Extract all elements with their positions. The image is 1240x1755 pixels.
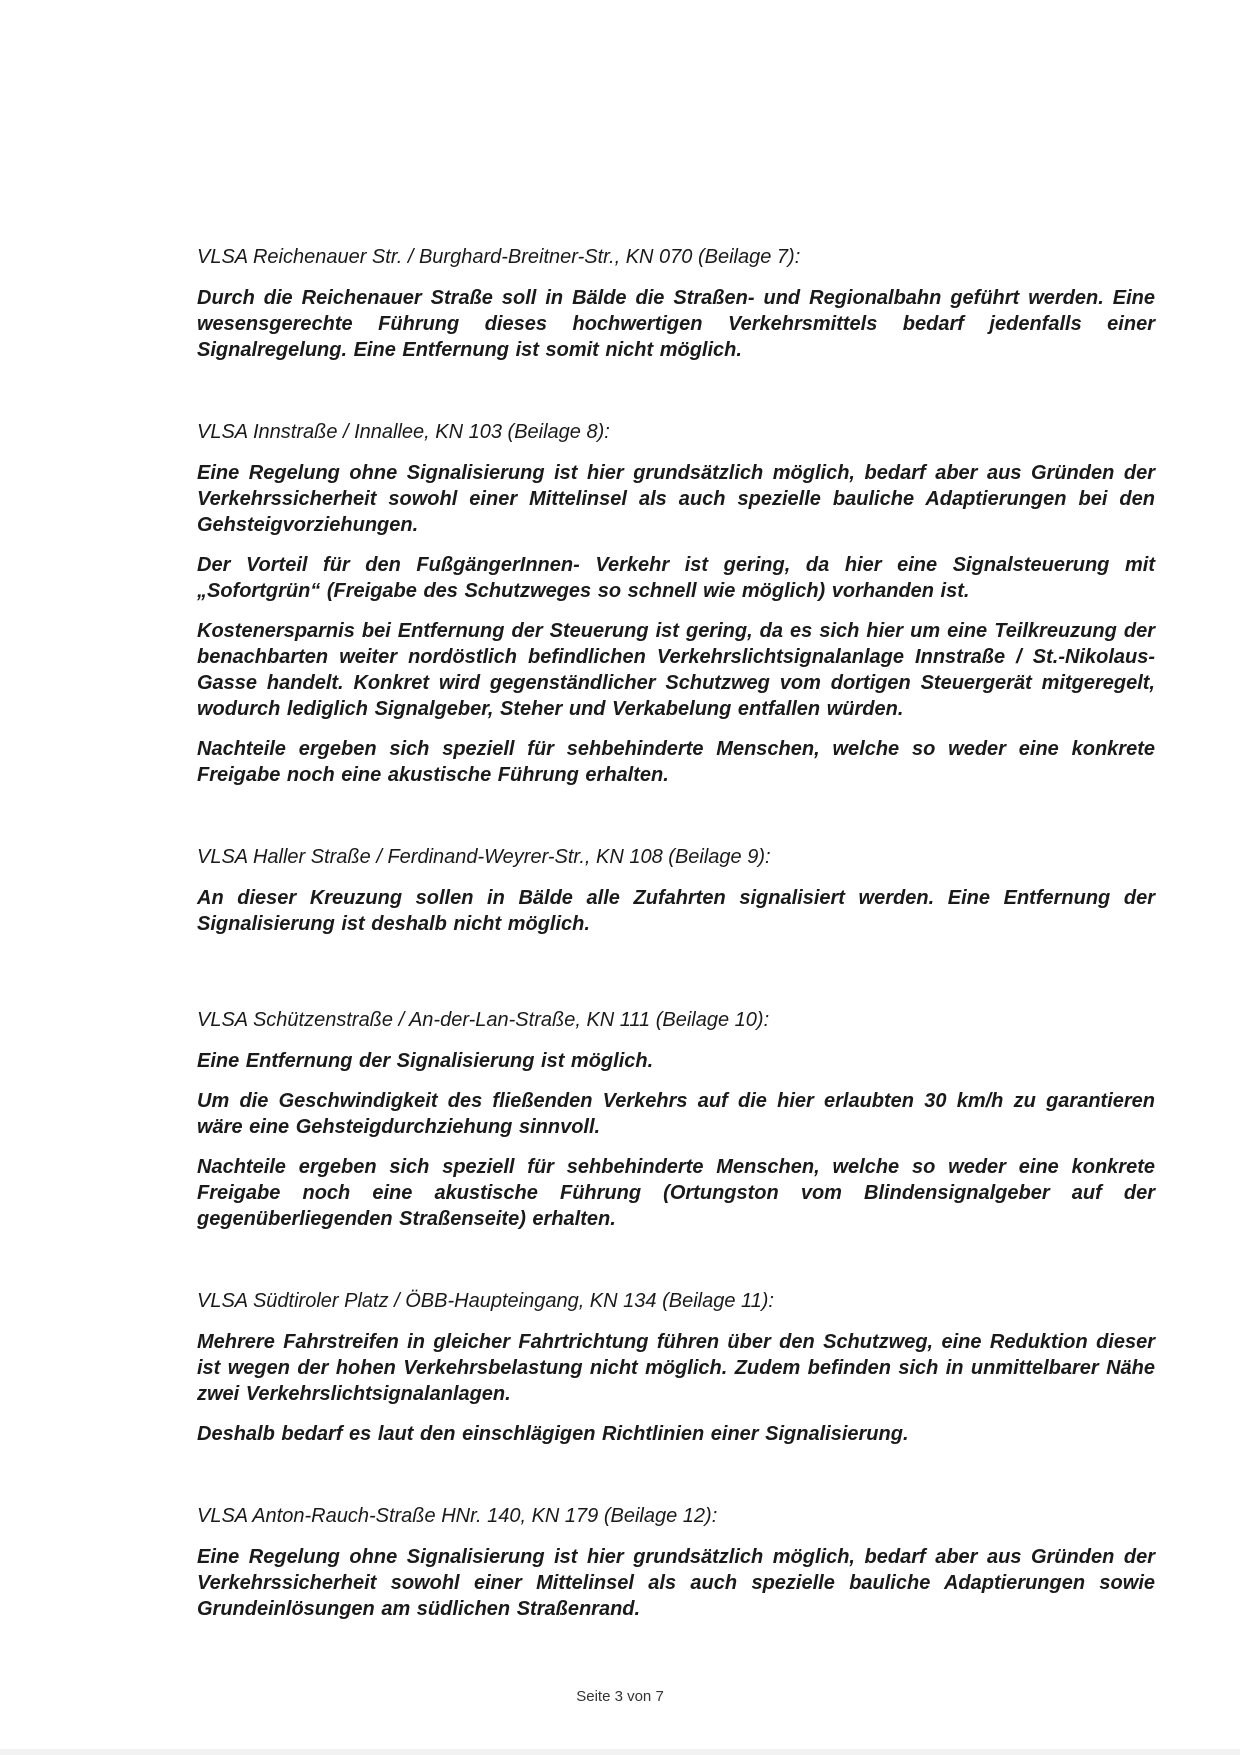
section-paragraph: Mehrere Fahrstreifen in gleicher Fahrtrichtung führen über den Schutzweg, eine Reduktion dieser ist wegen der hohen Verkehrsbelastung nicht möglich. Zudem befinden sich in unmittelbarer Nähe zwei Verkehrslichtsignalanlagen.	[197, 1331, 1155, 1405]
scan-edge-divider	[0, 1749, 1240, 1755]
section-paragraph: Um die Geschwindigkeit des fließenden Verkehrs auf die hier erlaubten 30 km/h zu garantieren wäre eine Gehsteigdurchziehung sinnvoll.	[197, 1090, 1155, 1138]
section-paragraph: Der Vorteil für den FußgängerInnen- Verkehr ist gering, da hier eine Signalsteuerung mit „Sofortgrün“ (Freigabe des Schutzweges so schnell wie möglich) vorhanden ist.	[197, 554, 1155, 602]
section-anton-rauch-strasse	[197, 1503, 1155, 1622]
section-innstrasse	[197, 419, 1155, 788]
section-haller-strasse	[197, 844, 1155, 937]
document-page	[197, 244, 1155, 1636]
section-heading: VLSA Anton-Rauch-Straße HNr. 140, KN 179 (Beilage 12):	[197, 1505, 718, 1527]
section-heading: VLSA Haller Straße / Ferdinand-Weyrer-Str., KN 108 (Beilage 9):	[197, 846, 771, 868]
section-heading: VLSA Reichenauer Str. / Burghard-Breitner-Str., KN 070 (Beilage 7):	[197, 246, 801, 268]
section-heading: VLSA Schützenstraße / An-der-Lan-Straße, KN 111 (Beilage 10):	[197, 1009, 770, 1031]
section-schuetzenstrasse	[197, 1007, 1155, 1232]
section-heading: VLSA Südtiroler Platz / ÖBB-Haupteingang, KN 134 (Beilage 11):	[197, 1290, 774, 1312]
section-paragraph: Deshalb bedarf es laut den einschlägigen Richtlinien einer Signalisierung.	[197, 1423, 909, 1445]
section-paragraph: Eine Entfernung der Signalisierung ist möglich.	[197, 1050, 654, 1072]
section-paragraph: Durch die Reichenauer Straße soll in Bälde die Straßen- und Regionalbahn geführt werden. Eine wesensgerechte Führung dieses hochwertigen Verkehrsmittels bedarf jedenfalls einer Signalregelung. Eine Entfernung ist somit nicht möglich.	[197, 287, 1155, 361]
section-paragraph: Kostenersparnis bei Entfernung der Steuerung ist gering, da es sich hier um eine Teilkreuzung der benachbarten weiter nordöstlich befindlichen Verkehrslichtsignalanlage Innstraße / St.-Nikolaus-Gasse handelt. Konkret wird gegenständlicher Schutzweg vom dortigen Steuergerät mitgeregelt, wodurch lediglich Signalgeber, Steher und Verkabelung entfallen würden.	[197, 620, 1155, 720]
section-suedtiroler-platz	[197, 1288, 1155, 1447]
section-reichenauer	[197, 244, 1155, 363]
page-number: Seite 3 von 7	[576, 1688, 664, 1705]
section-paragraph: Nachteile ergeben sich speziell für sehbehinderte Menschen, welche so weder eine konkrete Freigabe noch eine akustische Führung (Ortungston vom Blindensignalgeber auf der gegenüberliegenden Straßenseite) erhalten.	[197, 1156, 1155, 1230]
section-paragraph: Nachteile ergeben sich speziell für sehbehinderte Menschen, welche so weder eine konkrete Freigabe noch eine akustische Führung erhalten.	[197, 738, 1155, 786]
section-paragraph: Eine Regelung ohne Signalisierung ist hier grundsätzlich möglich, bedarf aber aus Gründen der Verkehrssicherheit sowohl einer Mittelinsel als auch spezielle bauliche Adaptierungen sowie Grundeinlösungen am südlichen Straßenrand.	[197, 1546, 1155, 1620]
section-paragraph: An dieser Kreuzung sollen in Bälde alle Zufahrten signalisiert werden. Eine Entfernung der Signalisierung ist deshalb nicht möglich.	[197, 887, 1155, 935]
section-heading: VLSA Innstraße / Innallee, KN 103 (Beilage 8):	[197, 421, 610, 443]
section-paragraph: Eine Regelung ohne Signalisierung ist hier grundsätzlich möglich, bedarf aber aus Gründen der Verkehrssicherheit sowohl einer Mittelinsel als auch spezielle bauliche Adaptierungen bei den Gehsteigvorziehungen.	[197, 462, 1155, 536]
